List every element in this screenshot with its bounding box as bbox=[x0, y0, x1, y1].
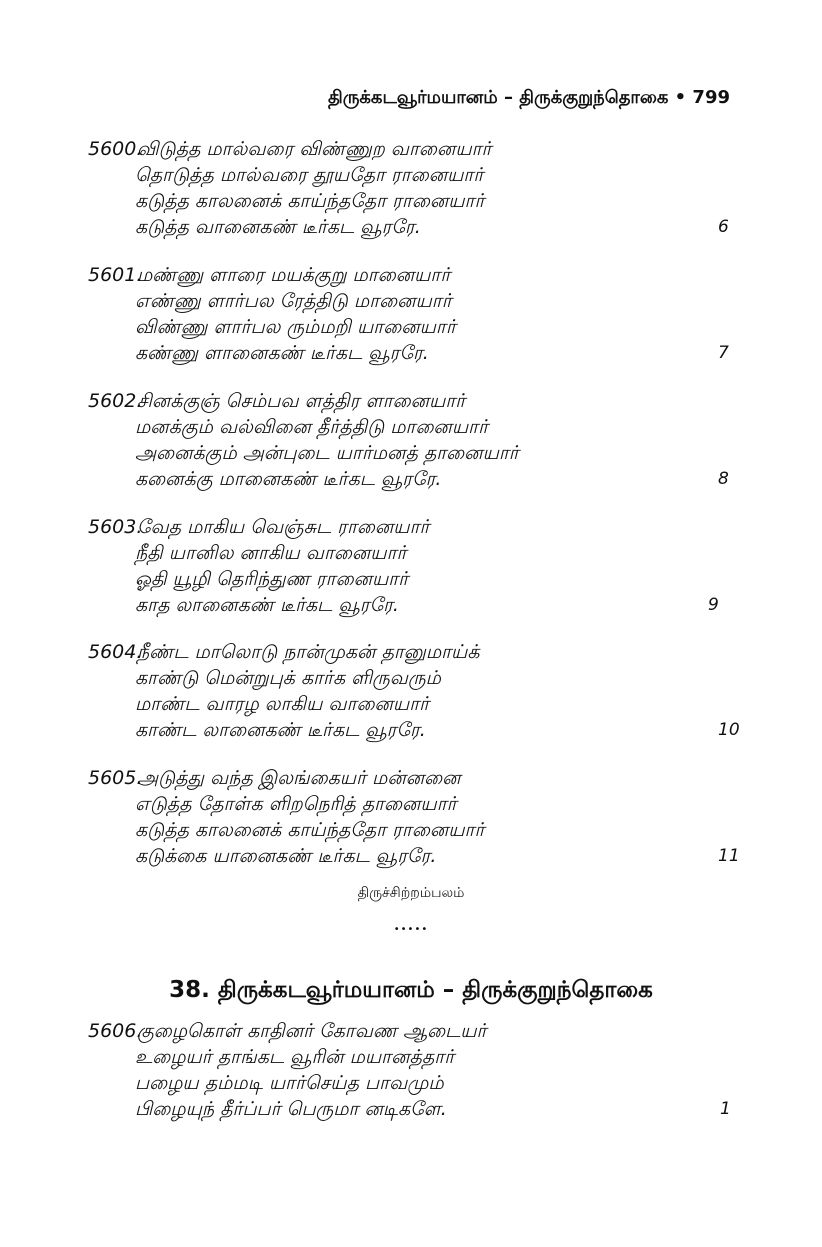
separator-stars: ••••• bbox=[393, 924, 429, 935]
verse-line: கடுக்கை யானைகண் டீர்கட வூரரே. bbox=[135, 845, 437, 867]
verse-number: 5605. bbox=[88, 767, 143, 789]
verse-line: மண்ணு ளாரை மயக்குறு மானையார் bbox=[137, 264, 451, 286]
verse-number: 5601. bbox=[88, 264, 143, 286]
verse-line: வேத மாகிய வெஞ்சுட ரானையார் bbox=[137, 516, 430, 538]
verse-line: சினக்குஞ் செம்பவ ளத்திர ளானையார் bbox=[137, 390, 466, 412]
verse-line: உழையர் தாங்கட வூரின் மயானத்தார் bbox=[135, 1046, 455, 1068]
verse-line: கடுத்த காலனைக் காய்ந்ததோ ரானையார் bbox=[135, 190, 485, 212]
verse-line: நீதி யானில னாகிய வானையார் bbox=[135, 542, 407, 564]
verse-line: நீண்ட மாலொடு நான்முகன் தானுமாய்க் bbox=[137, 641, 480, 663]
stanza-number: 10 bbox=[718, 720, 740, 740]
verse-line: கனைக்கு மானைகண் டீர்கட வூரரே. bbox=[135, 468, 442, 490]
verse-number: 5604. bbox=[88, 641, 143, 663]
verse-line: கடுத்த வானைகண் டீர்கட வூரரே. bbox=[135, 216, 421, 238]
verse-line: பிழையுந் தீர்ப்பர் பெருமா னடிகளே. bbox=[135, 1098, 447, 1120]
verse-line: பழைய தம்மடி யார்செய்த பாவமும் bbox=[135, 1072, 444, 1094]
verse-number: 5606. bbox=[88, 1020, 143, 1042]
stanza-number: 9 bbox=[708, 595, 719, 615]
verse-line: எண்ணு ளார்பல ரேத்திடு மானையார் bbox=[135, 290, 452, 312]
verse-number: 5602. bbox=[88, 390, 143, 412]
colophon: திருச்சிற்றம்பலம் bbox=[357, 885, 465, 901]
verse-line: குழைகொள் காதினர் கோவண ஆடையர் bbox=[137, 1020, 487, 1042]
stanza-number: 7 bbox=[718, 343, 729, 363]
verse-line: எடுத்த தோள்க ளிறநெரித் தானையார் bbox=[135, 793, 457, 815]
verse-number: 5603. bbox=[88, 516, 143, 538]
verse-line: மாண்ட வாரழ லாகிய வானையார் bbox=[135, 693, 430, 715]
verse-line: காண்டு மென்றுபுக் கார்க ளிருவரும் bbox=[135, 667, 441, 689]
stanza-number: 6 bbox=[718, 217, 729, 237]
verse-line: ஓதி யூழி தெரிந்துண ரானையார் bbox=[135, 568, 409, 590]
verse-line: விடுத்த மால்வரை விண்ணுற வானையார் bbox=[137, 138, 492, 160]
verse-line: காத லானைகண் டீர்கட வூரரே. bbox=[135, 594, 399, 616]
section-title: 38. திருக்கடவூர்மயானம் – திருக்குறுந்தொகை bbox=[169, 977, 653, 1003]
verse-line: தொடுத்த மால்வரை தூயதோ ரானையார் bbox=[135, 164, 484, 186]
verse-line: அடுத்து வந்த இலங்கையர் மன்னனை bbox=[137, 767, 461, 789]
verse-line: அனைக்கும் அன்புடை யார்மனத் தானையார் bbox=[135, 442, 519, 464]
verse-line: மனக்கும் வல்வினை தீர்த்திடு மானையார் bbox=[135, 416, 488, 438]
stanza-number: 1 bbox=[720, 1099, 731, 1119]
stanza-number: 11 bbox=[718, 846, 740, 866]
verse-line: விண்ணு ளார்பல ரும்மறி யானையார் bbox=[135, 316, 456, 338]
stanza-number: 8 bbox=[718, 469, 729, 489]
running-head: திருக்கடவூர்மயானம் – திருக்குறுந்தொகை • 799 bbox=[327, 87, 730, 108]
verse-line: காண்ட லானைகண் டீர்கட வூரரே. bbox=[135, 719, 426, 741]
verse-line: கண்ணு ளானைகண் டீர்கட வூரரே. bbox=[135, 342, 429, 364]
verse-number: 5600. bbox=[88, 138, 143, 160]
verse-line: கடுத்த காலனைக் காய்ந்ததோ ரானையார் bbox=[135, 819, 485, 841]
